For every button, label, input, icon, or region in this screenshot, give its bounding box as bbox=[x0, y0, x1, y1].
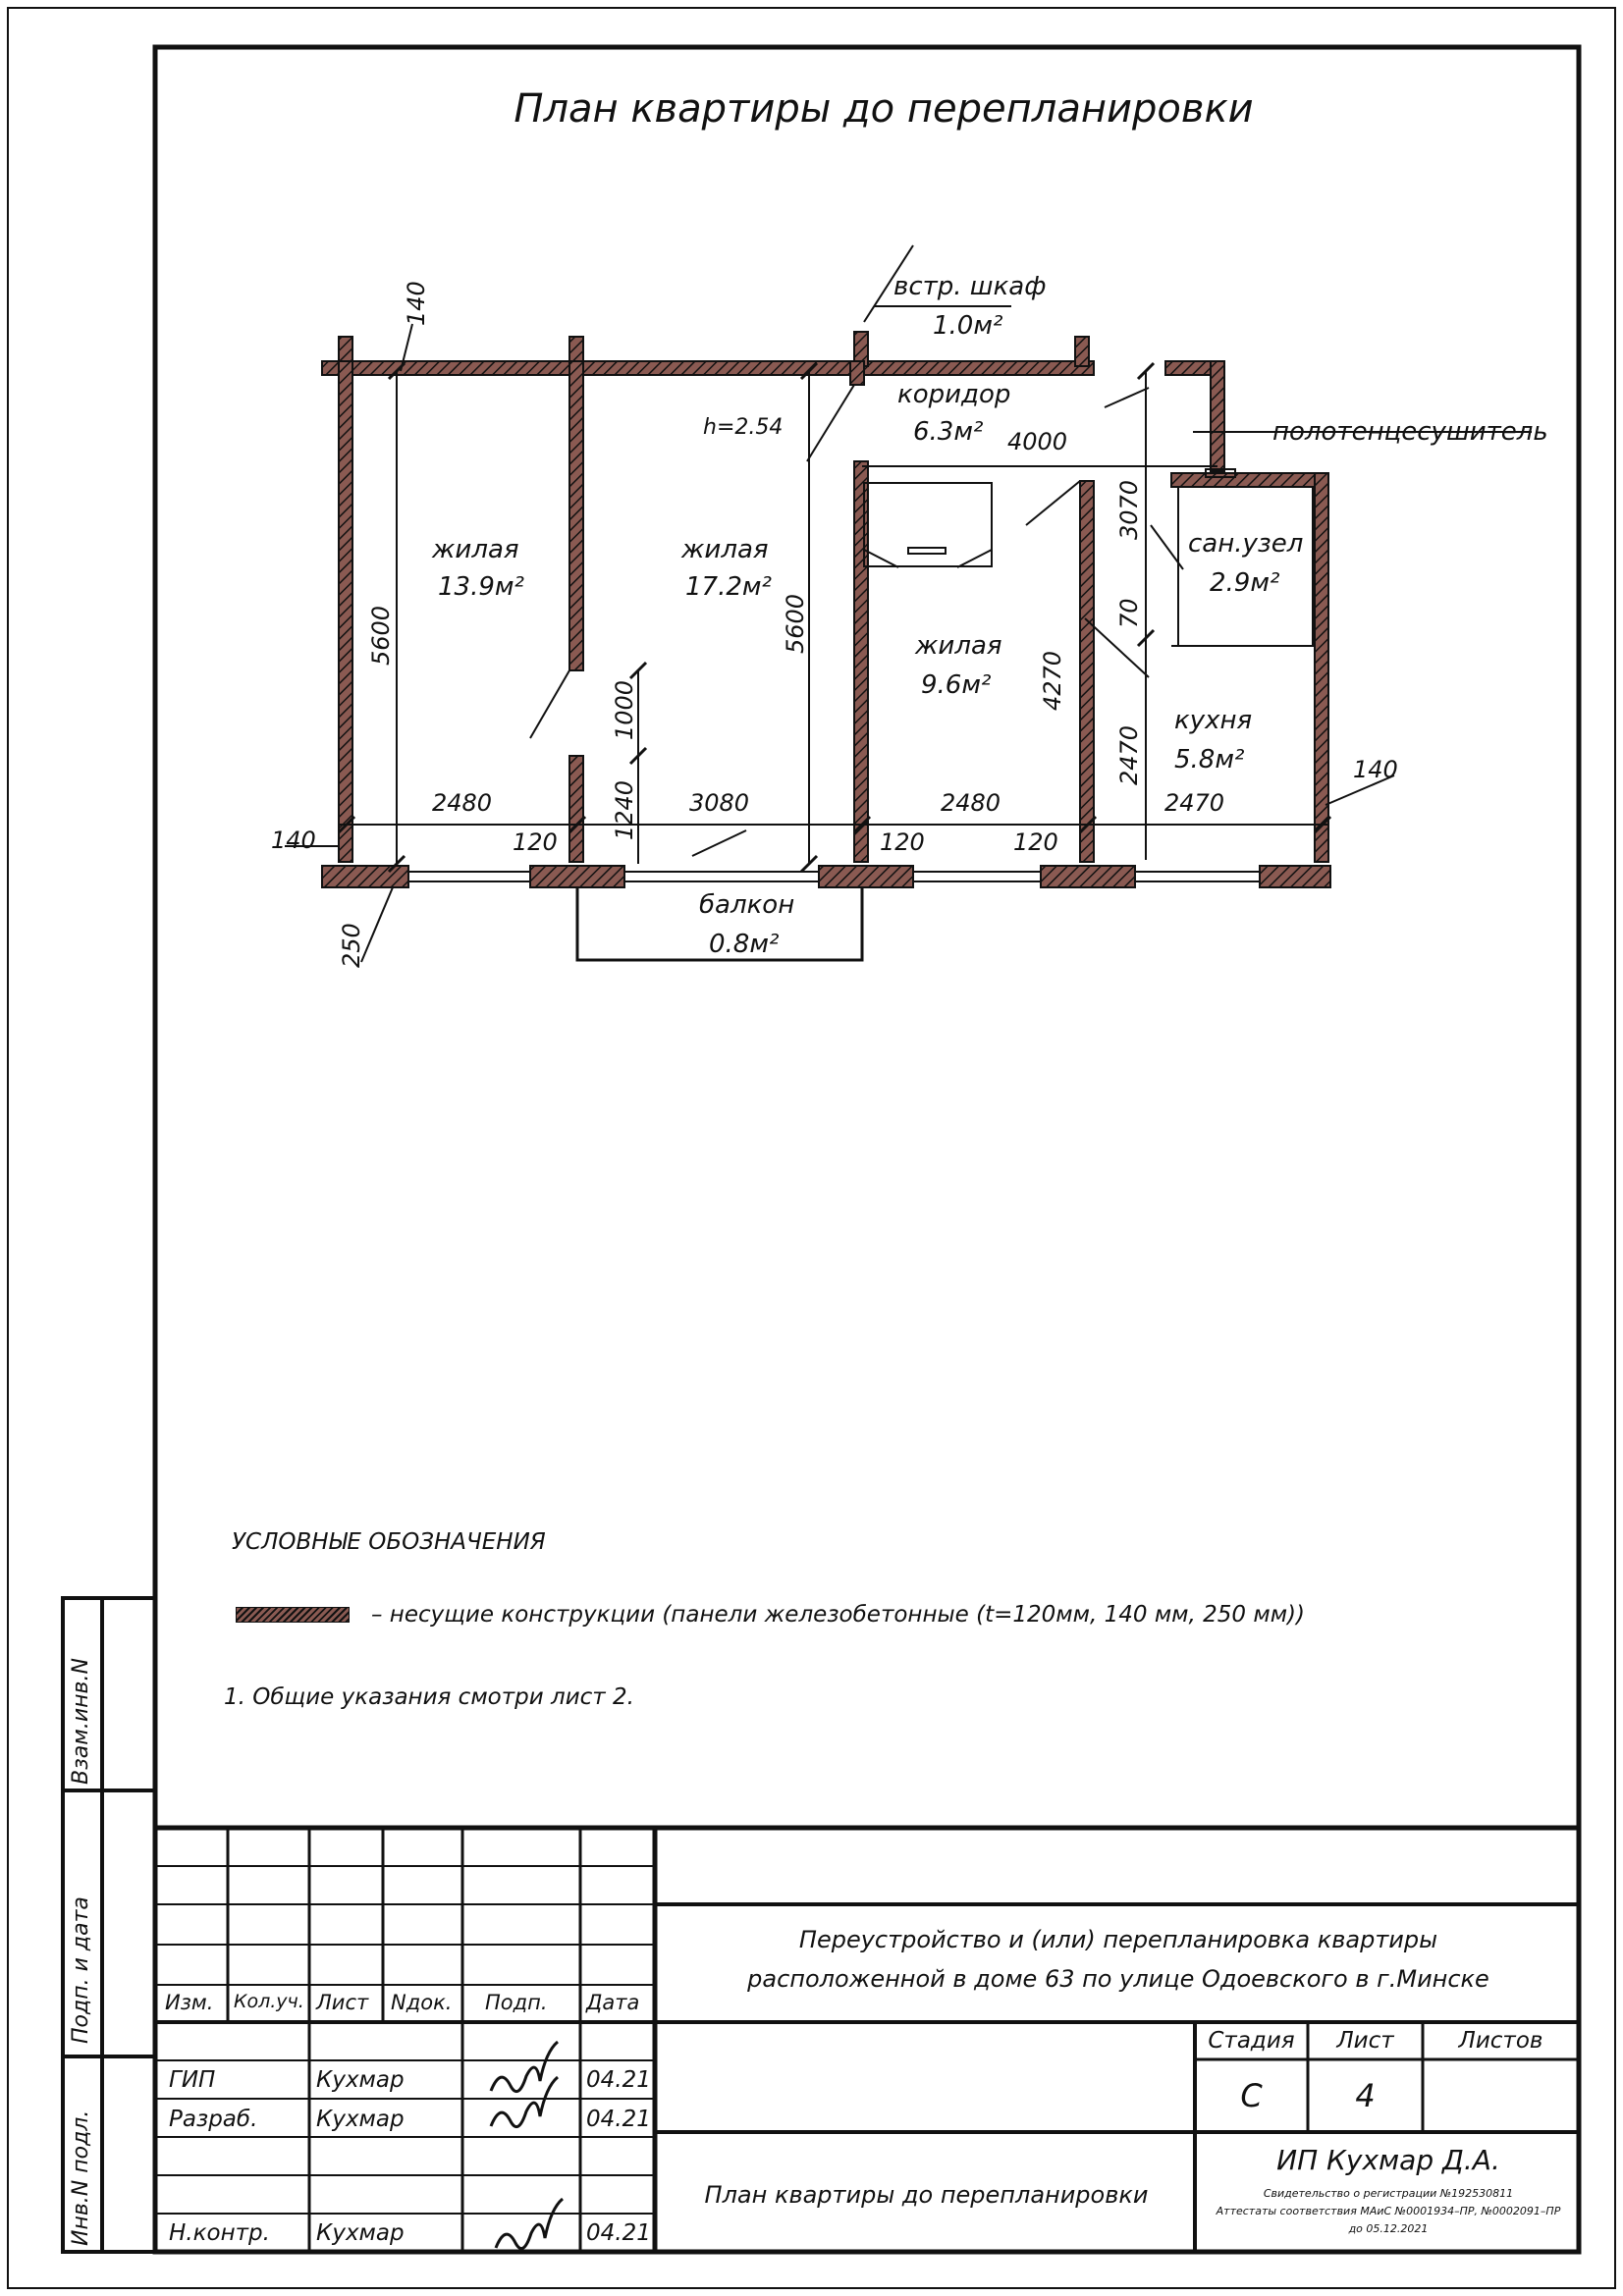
dim-label: 120 bbox=[1013, 828, 1058, 856]
side-stamp-inventory: Инв.N подл. bbox=[69, 2109, 93, 2246]
towel-dryer-label: полотенцесушитель bbox=[1272, 417, 1548, 447]
date: 04.21 bbox=[586, 2067, 651, 2093]
dim-label: 2480 bbox=[941, 789, 1001, 817]
room-name: коридор bbox=[897, 380, 1011, 409]
room-area: 6.3м² bbox=[913, 417, 984, 447]
room-area: 5.8м² bbox=[1174, 745, 1245, 774]
dim-label: 2480 bbox=[432, 789, 493, 817]
room-area: 17.2м² bbox=[685, 572, 772, 602]
dim-label: 3070 bbox=[1115, 479, 1143, 540]
room-area: 0.8м² bbox=[709, 930, 780, 959]
room-name: жилая bbox=[681, 535, 769, 564]
dim-label: 1000 bbox=[611, 679, 638, 740]
dim-label: 4000 bbox=[1007, 428, 1068, 455]
cert-line-2: Аттестаты соответствия МАиС №0001934–ПР, №0002091–ПР bbox=[1216, 2205, 1561, 2217]
wall-partition-1 bbox=[569, 361, 583, 670]
dim-label: 5600 bbox=[782, 593, 809, 654]
dim-label: 2470 bbox=[1115, 724, 1143, 785]
dim-label: 3080 bbox=[689, 789, 750, 817]
project-title-line-1: Переустройство и (или) перепланировка квартиры bbox=[798, 1926, 1438, 1953]
cert-line-3: до 05.12.2021 bbox=[1348, 2222, 1429, 2235]
person-name: Кухмар bbox=[316, 2107, 405, 2132]
wall-partition-2 bbox=[854, 461, 868, 862]
company-name: ИП Кухмар Д.А. bbox=[1276, 2144, 1500, 2176]
legend-item bbox=[236, 1602, 1305, 1628]
general-note: 1. Общие указания смотри лист 2. bbox=[224, 1684, 634, 1710]
dim-label: 5600 bbox=[367, 605, 395, 666]
dim-label: 140 bbox=[403, 281, 430, 326]
room-name: жилая bbox=[432, 535, 519, 564]
sheets-header: Листов bbox=[1458, 2028, 1543, 2054]
room-area: 9.6м² bbox=[921, 670, 992, 700]
legend-item-text: – несущие конструкции (панели железобетонные (t=120мм, 140 мм, 250 мм)) bbox=[371, 1602, 1305, 1628]
dim-label: 1240 bbox=[611, 779, 638, 840]
ceiling-height: h=2.54 bbox=[703, 415, 784, 440]
dim-label: 120 bbox=[513, 828, 558, 856]
wall-top bbox=[322, 361, 1094, 375]
person-name: Кухмар bbox=[316, 2220, 405, 2246]
date: 04.21 bbox=[586, 2220, 651, 2246]
col-header: Изм. bbox=[165, 1991, 214, 2014]
bearing-wall-swatch bbox=[236, 1607, 350, 1623]
legend-heading: УСЛОВНЫЕ ОБОЗНАЧЕНИЯ bbox=[232, 1529, 546, 1555]
role: Разраб. bbox=[169, 2107, 258, 2132]
col-header: Лист bbox=[316, 1991, 369, 2014]
col-header: Nдок. bbox=[391, 1991, 453, 2014]
stage-header: Стадия bbox=[1208, 2028, 1295, 2054]
dim-label: 140 bbox=[1353, 756, 1398, 783]
signatures bbox=[491, 2042, 563, 2249]
dim-label: 250 bbox=[338, 923, 365, 968]
col-header: Подп. bbox=[485, 1991, 548, 2014]
room-name: сан.узел bbox=[1188, 529, 1304, 559]
room-name: кухня bbox=[1174, 706, 1253, 735]
wall-bottom-1 bbox=[322, 866, 408, 887]
side-stamp-signature-date: Подп. и дата bbox=[69, 1896, 93, 2044]
project-title-line-2: расположенной в доме 63 по улице Одоевского в г.Минске bbox=[747, 1965, 1489, 1993]
cert-line-1: Свидетельство о регистрации №192530811 bbox=[1263, 2187, 1514, 2200]
person-name: Кухмар bbox=[316, 2067, 405, 2093]
room-name: встр. шкаф bbox=[893, 272, 1047, 301]
drawing-title: План квартиры до перепланировки bbox=[514, 86, 1254, 132]
dim-label: 140 bbox=[271, 827, 316, 854]
date: 04.21 bbox=[586, 2107, 651, 2132]
drawing-name: План квартиры до перепланировки bbox=[704, 2181, 1149, 2209]
dim-label: 2470 bbox=[1164, 789, 1225, 817]
wall-partition-3 bbox=[1080, 481, 1094, 862]
stage-value: С bbox=[1240, 2077, 1263, 2114]
col-header: Кол.уч. bbox=[234, 1991, 304, 2012]
dim-label: 4270 bbox=[1039, 650, 1066, 711]
room-area: 13.9м² bbox=[438, 572, 524, 602]
room-name: балкон bbox=[699, 890, 795, 920]
role: Н.контр. bbox=[169, 2220, 270, 2246]
side-stamp-replacement: Взам.инв.N bbox=[69, 1658, 93, 1785]
dim-label: 70 bbox=[1115, 598, 1143, 628]
room-name: жилая bbox=[915, 631, 1002, 661]
role: ГИП bbox=[169, 2067, 216, 2093]
floor-plan bbox=[0, 0, 1623, 982]
wall-left bbox=[339, 361, 352, 862]
sheet-value: 4 bbox=[1355, 2077, 1376, 2114]
dim-label: 120 bbox=[880, 828, 925, 856]
room-area: 2.9м² bbox=[1210, 568, 1280, 598]
col-header: Дата bbox=[586, 1991, 640, 2014]
room-area: 1.0м² bbox=[933, 311, 1003, 341]
sheet-header: Лист bbox=[1336, 2028, 1394, 2054]
